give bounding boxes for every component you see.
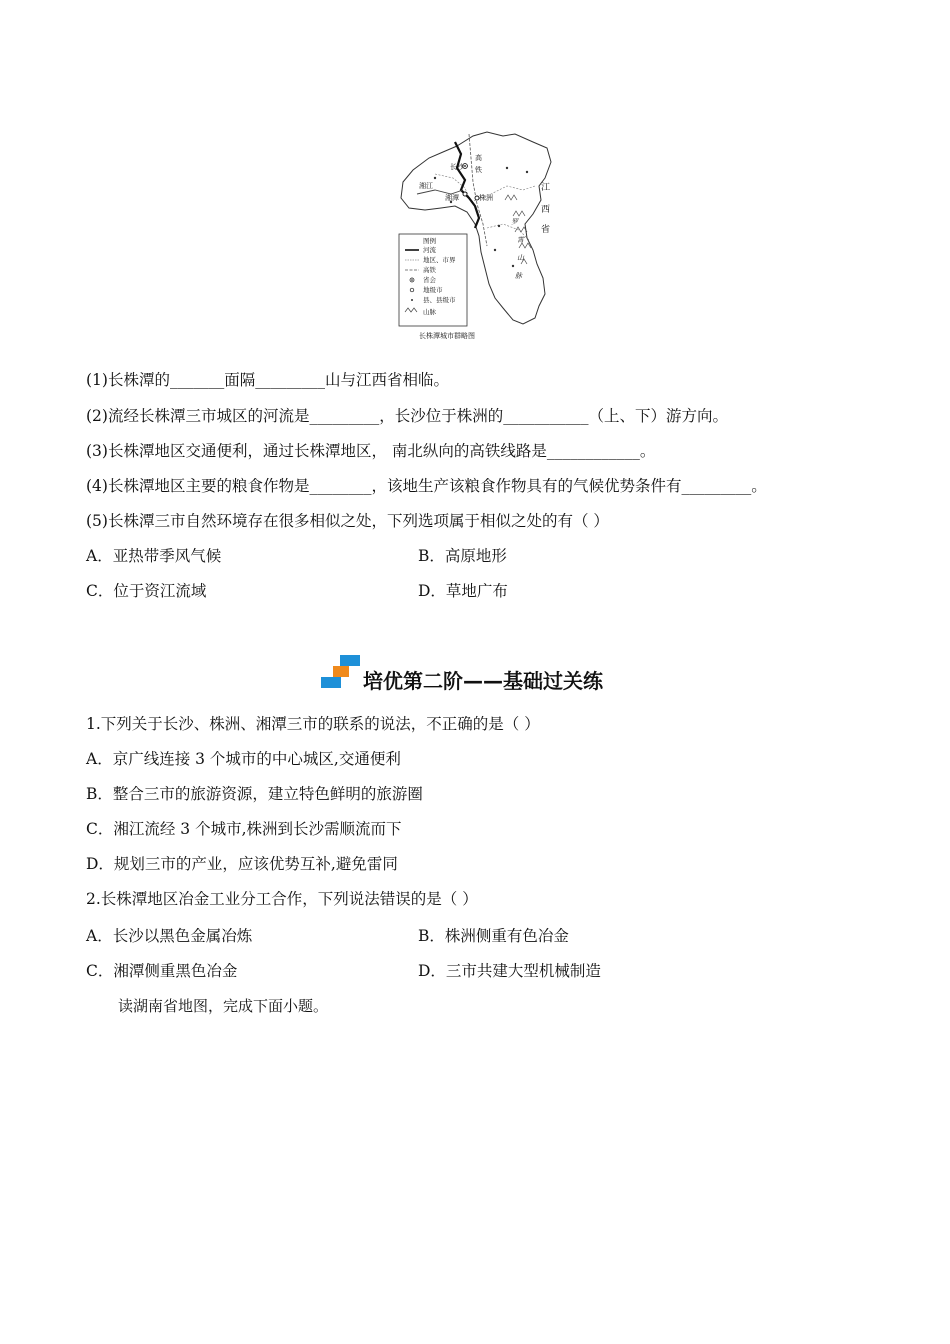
map-label-xiangjiang: 湘江: [419, 182, 433, 190]
legend-rail: 高铁: [423, 266, 436, 274]
section-icon: [320, 655, 362, 691]
mc-question-2-option-b: B．株洲侧重有色冶金: [418, 927, 569, 945]
question-3-blank: (3)长株潭地区交通便利，通过长株潭地区， 南北纵向的高铁线路是____________。: [86, 442, 656, 460]
question-5-stem: (5)长株潭三市自然环境存在很多相似之处，下列选项属于相似之处的有（ ）: [86, 512, 609, 530]
map-label-jiang: 江: [541, 183, 551, 193]
map-label-shan: 山: [517, 254, 524, 262]
legend-prefecture: 地级市: [423, 286, 443, 294]
legend-mountain: 山脉: [423, 308, 436, 316]
mc-question-1-option-d: D．规划三市的产业，应该优势互补,避免雷同: [86, 855, 398, 873]
mc-question-1-option-b: B．整合三市的旅游资源，建立特色鲜明的旅游圈: [86, 785, 423, 803]
mc-question-2-option-d: D．三市共建大型机械制造: [418, 962, 601, 980]
map-label-xi: 西: [541, 205, 551, 215]
q5-option-d: D．草地广布: [418, 582, 508, 600]
question-2-blank: (2)流经长株潭三市城区的河流是_________，长沙位于株洲的___________（上、下）游方向。: [86, 407, 728, 425]
q5-option-c: C．位于资江流域: [86, 582, 207, 600]
question-4-blank: (4)长株潭地区主要的粮食作物是________，该地生产该粮食作物具有的气候优势条件有_________。: [86, 477, 767, 495]
map-label-changsha: 长沙: [450, 163, 464, 171]
q5-option-b: B．高原地形: [418, 547, 507, 565]
map-label-mai: 脉: [515, 272, 522, 280]
legend-title: 图例: [423, 237, 436, 245]
legend-capital: 省会: [423, 276, 436, 284]
changzhutan-map: [395, 128, 560, 343]
map-label-xiangtan: 湘潭: [445, 194, 459, 202]
map-label-luo: 罗: [511, 218, 518, 226]
map-label-tie: 铁: [475, 166, 482, 174]
map-label-gao: 高: [475, 154, 482, 162]
mc-question-2-option-c: C．湘潭侧重黑色冶金: [86, 962, 238, 980]
map-label-sheng: 省: [541, 225, 551, 235]
map-drawing: [395, 128, 560, 343]
section-title: 培优第二阶——基础过关练: [363, 669, 603, 693]
mc-question-2-stem: 2.长株潭地区冶金工业分工合作，下列说法错误的是（ ）: [86, 890, 478, 908]
mc-question-1-stem: 1.下列关于长沙、株洲、湘潭三市的联系的说法，不正确的是（ ）: [86, 715, 540, 733]
section-heading: [320, 655, 640, 691]
legend-boundary: 地区、市界: [423, 256, 456, 264]
legend-river: 河流: [423, 246, 436, 254]
legend-county: 县、县级市: [423, 296, 456, 304]
q5-option-a: A．亚热带季风气候: [86, 547, 222, 565]
map-label-zhuzhou: 株洲: [479, 194, 493, 202]
mc-question-2-option-a: A．长沙以黑色金属冶炼: [86, 927, 253, 945]
map-caption: 长株潭城市群略图: [419, 332, 475, 340]
mc-question-1-option-c: C．湘江流经 3 个城市,株洲到长沙需顺流而下: [86, 820, 402, 838]
question-1-blank: (1)长株潭的_______面隔_________山与江西省相临。: [86, 371, 449, 389]
map-label-xiao: 霄: [517, 236, 524, 244]
read-map-instruction: 读湖南省地图，完成下面小题。: [118, 997, 329, 1015]
mc-question-1-option-a: A．京广线连接 3 个城市的中心城区,交通便利: [86, 750, 401, 768]
